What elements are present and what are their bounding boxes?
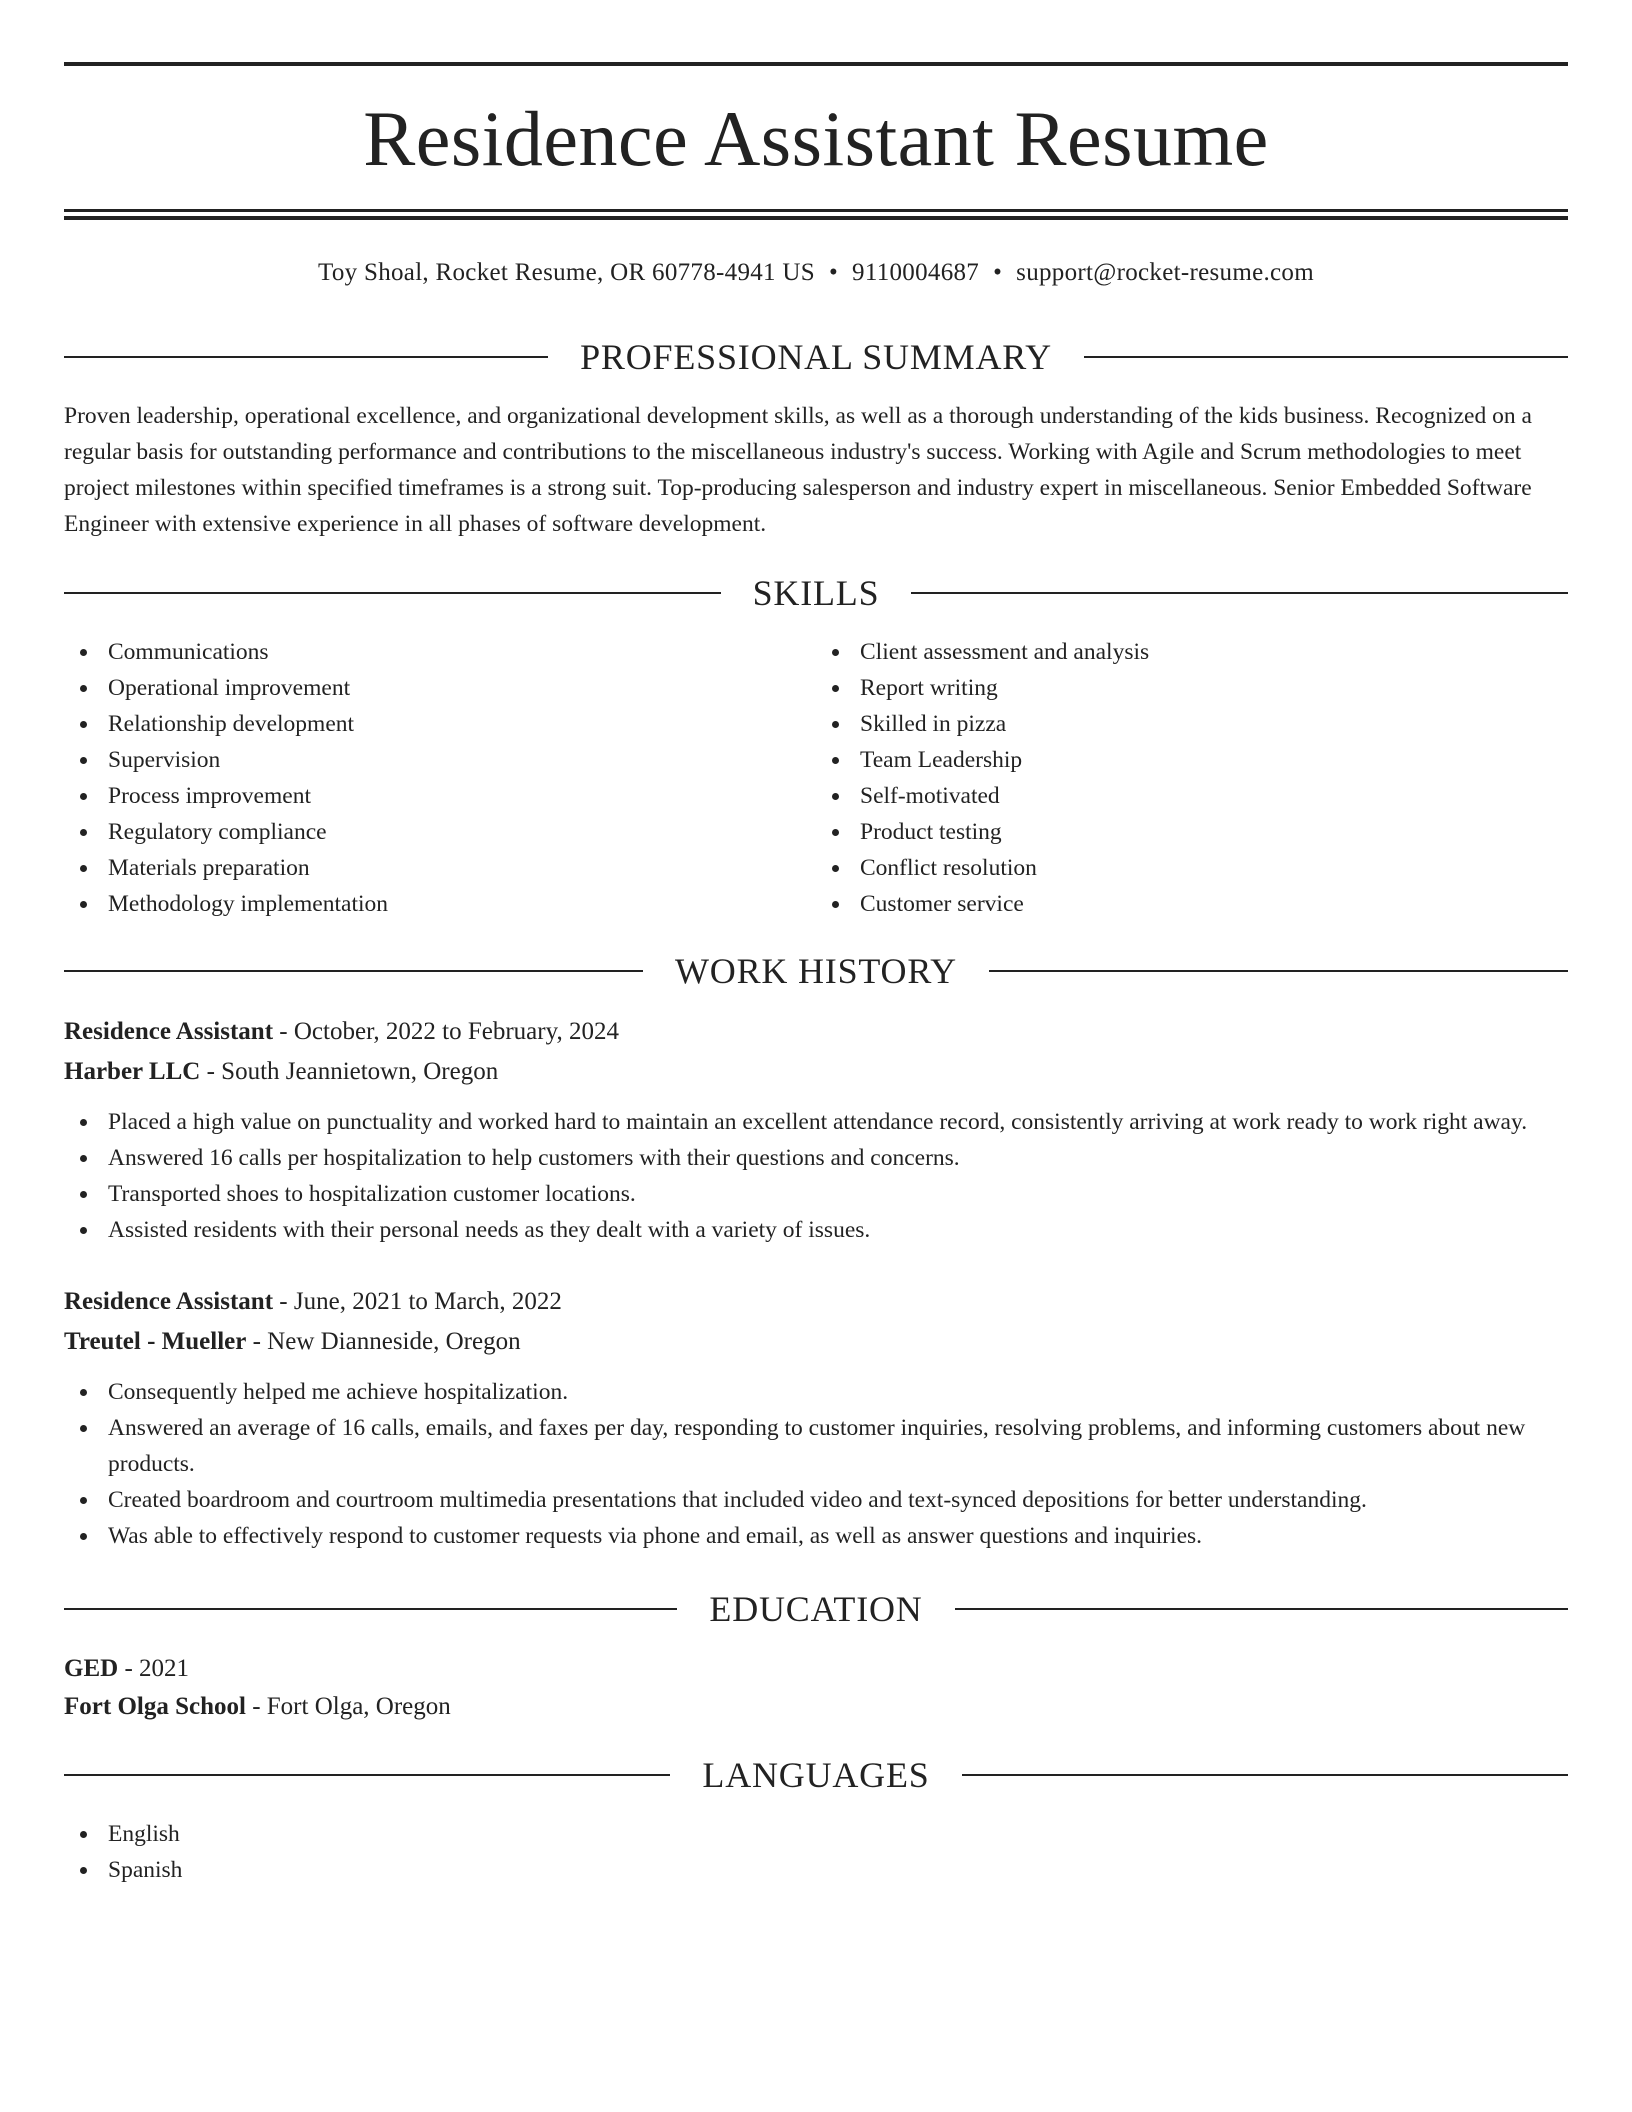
section-title: WORK HISTORY xyxy=(675,951,957,991)
skills-grid xyxy=(64,634,1568,922)
section-heading-education xyxy=(64,1588,1568,1630)
skill-item: Operational improvement xyxy=(64,670,816,706)
duty-item: Transported shoes to hospitalization customer locations. xyxy=(64,1176,1568,1212)
skill-item: Report writing xyxy=(816,670,1568,706)
skill-item: Relationship development xyxy=(64,706,816,742)
education-location: - Fort Olga, Oregon xyxy=(245,1693,451,1720)
section-heading-skills xyxy=(64,572,1568,614)
job-entry xyxy=(64,1012,1568,1248)
skill-item: Conflict resolution xyxy=(816,850,1568,886)
skill-item: Product testing xyxy=(816,814,1568,850)
contact-line xyxy=(64,258,1568,288)
summary-text: Proven leadership, operational excellence, and organizational development skills, as well as a thorough understanding of the kids business. Recognized on a regular basis for outstanding performance and contributions to the miscellaneous industry's success. Working with Agile and Scrum methodologies to meet project milestones within specified timeframes is a strong suit. Top-producing salesperson and industry expert in miscellaneous. Senior Embedded Software Engineer with extensive experience in all phases of software development. xyxy=(64,403,1532,537)
job-duties xyxy=(64,1374,1568,1554)
job-company-line xyxy=(64,1052,1568,1092)
page-title: Residence Assistant Resume xyxy=(363,95,1269,182)
languages-list xyxy=(64,1816,1568,1888)
section-title: LANGUAGES xyxy=(702,1755,930,1795)
skill-item: Process improvement xyxy=(64,778,816,814)
job-dates: - June, 2021 to March, 2022 xyxy=(273,1288,562,1315)
job-title-line xyxy=(64,1012,1568,1052)
skill-item: Client assessment and analysis xyxy=(816,634,1568,670)
contact-separator: • xyxy=(828,259,839,286)
skills-list-left xyxy=(64,634,816,922)
heading-rule-left xyxy=(64,592,721,594)
heading-rule-right xyxy=(962,1774,1568,1776)
contact-address: Toy Shoal, Rocket Resume, OR 60778-4941 US xyxy=(318,259,815,286)
education-degree-line xyxy=(64,1650,1568,1688)
heading-rule-right xyxy=(989,970,1568,972)
job-dates: - October, 2022 to February, 2024 xyxy=(273,1018,619,1045)
heading-rule-right xyxy=(955,1608,1568,1610)
skill-item: Team Leadership xyxy=(816,742,1568,778)
education-degree: GED xyxy=(64,1655,119,1682)
duty-item: Assisted residents with their personal needs as they dealt with a variety of issues. xyxy=(64,1212,1568,1248)
job-title: Residence Assistant xyxy=(64,1288,274,1315)
job-title-line xyxy=(64,1282,1568,1322)
section-title: EDUCATION xyxy=(709,1589,923,1629)
skill-item: Materials preparation xyxy=(64,850,816,886)
contact-separator: • xyxy=(993,259,1003,286)
language-item: English xyxy=(64,1816,1568,1852)
heading-rule-right xyxy=(911,592,1568,594)
contact-phone: 9110004687 xyxy=(852,259,980,286)
job-company: Treutel - Mueller xyxy=(64,1328,247,1355)
section-heading-work xyxy=(64,950,1568,992)
heading-rule-right xyxy=(1084,356,1568,358)
skill-item: Regulatory compliance xyxy=(64,814,816,850)
contact-email: support@rocket-resume.com xyxy=(1016,259,1314,286)
skill-item: Self-motivated xyxy=(816,778,1568,814)
duty-item: Created boardroom and courtroom multimedia presentations that included video and text-synced depositions for better understanding. xyxy=(64,1482,1568,1518)
title-double-rule xyxy=(64,209,1568,220)
duty-item: Placed a high value on punctuality and worked hard to maintain an excellent attendance record, consistently arriving at work ready to work right away. xyxy=(64,1104,1568,1140)
top-rule xyxy=(64,62,1568,66)
job-location: - South Jeannietown, Oregon xyxy=(200,1058,499,1085)
language-item: Spanish xyxy=(64,1852,1568,1888)
skill-item: Customer service xyxy=(816,886,1568,922)
education-school: Fort Olga School xyxy=(64,1693,246,1720)
section-title: SKILLS xyxy=(752,573,880,613)
skill-item: Skilled in pizza xyxy=(816,706,1568,742)
job-company: Harber LLC xyxy=(64,1058,201,1085)
education-year: - 2021 xyxy=(118,1655,190,1682)
job-company-line xyxy=(64,1322,1568,1362)
heading-rule-left xyxy=(64,356,548,358)
job-title: Residence Assistant xyxy=(64,1018,274,1045)
section-title: PROFESSIONAL SUMMARY xyxy=(580,337,1052,377)
education-school-line xyxy=(64,1688,1568,1726)
section-heading-summary xyxy=(64,336,1568,378)
skill-item: Communications xyxy=(64,634,816,670)
heading-rule-left xyxy=(64,970,643,972)
job-duties xyxy=(64,1104,1568,1248)
duty-item: Consequently helped me achieve hospitalization. xyxy=(64,1374,1568,1410)
duty-item: Answered an average of 16 calls, emails, and faxes per day, responding to customer inquiries, resolving problems, and informing customers about new products. xyxy=(64,1410,1568,1482)
duty-item: Was able to effectively respond to customer requests via phone and email, as well as answer questions and inquiries. xyxy=(64,1518,1568,1554)
skill-item: Supervision xyxy=(64,742,816,778)
section-heading-languages xyxy=(64,1754,1568,1796)
heading-rule-left xyxy=(64,1774,670,1776)
job-location: - New Dianneside, Oregon xyxy=(246,1328,521,1355)
duty-item: Answered 16 calls per hospitalization to help customers with their questions and concerns. xyxy=(64,1140,1568,1176)
skills-list-right xyxy=(816,634,1568,922)
skill-item: Methodology implementation xyxy=(64,886,816,922)
heading-rule-left xyxy=(64,1608,677,1610)
job-entry xyxy=(64,1282,1568,1554)
